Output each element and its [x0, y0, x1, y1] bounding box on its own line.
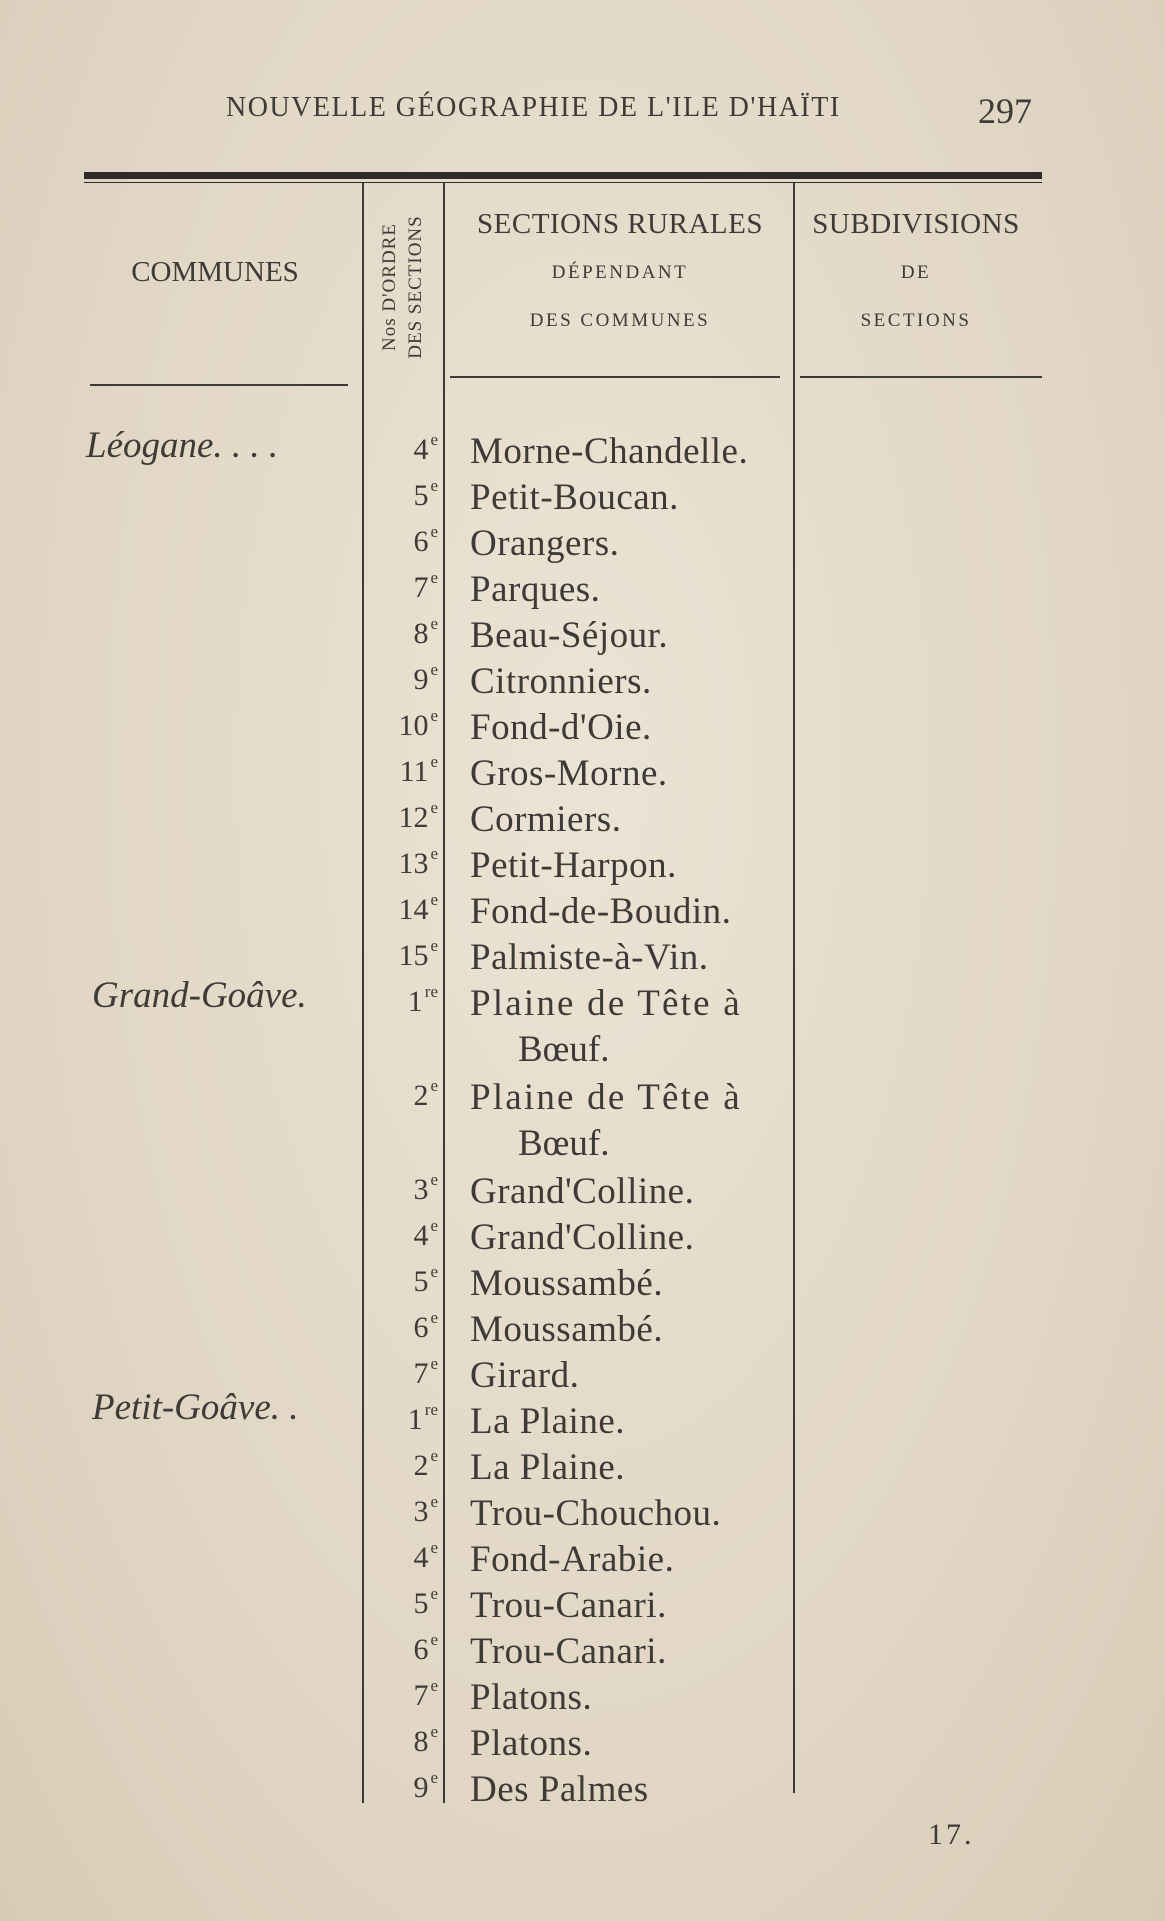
section-name: Girard.: [470, 1355, 580, 1396]
column-header-sections: [448, 208, 792, 337]
section-name: Fond-d'Oie.: [470, 707, 652, 748]
section-name: Trou-Canari.: [470, 1585, 667, 1626]
table-row: [0, 1308, 1165, 1354]
section-number: [372, 1538, 438, 1575]
section-name: Petit-Harpon.: [470, 845, 677, 886]
section-number-value: 1: [407, 985, 423, 1018]
section-number-suffix: e: [430, 430, 438, 449]
section-number-value: 7: [413, 1679, 429, 1712]
header-underline-communes: [90, 384, 348, 386]
section-number: [372, 1630, 438, 1667]
section-number-suffix: e: [430, 660, 438, 679]
section-number-suffix: e: [430, 1722, 438, 1741]
column-header-subdivisions: [792, 208, 1040, 337]
table-row: [0, 1170, 1165, 1216]
table-row: [0, 1076, 1165, 1122]
section-number-suffix: e: [430, 752, 438, 771]
table-row: [0, 706, 1165, 752]
section-number: [372, 706, 438, 743]
column-header-ordre: [362, 196, 444, 378]
section-name: Plaine de Tête à: [470, 1077, 742, 1118]
section-number: [372, 1722, 438, 1759]
section-number-value: 4: [413, 1219, 429, 1252]
table-row: [0, 1676, 1165, 1722]
section-name: Petit-Boucan.: [470, 477, 679, 518]
table-row: [0, 522, 1165, 568]
sections-header-line3: DES COMMUNES: [529, 310, 711, 331]
section-number: [372, 1216, 438, 1253]
section-name: Fond-Arabie.: [470, 1539, 675, 1580]
section-number-value: 4: [413, 1541, 429, 1574]
section-number-suffix: e: [430, 568, 438, 587]
commune-leogane: Léogane. . . .: [86, 425, 279, 466]
table-row: [0, 1354, 1165, 1400]
section-number-value: 9: [413, 1771, 429, 1804]
header-underline-sections: [450, 376, 780, 378]
section-number: [372, 660, 438, 697]
section-number-value: 1: [407, 1403, 423, 1436]
section-name-continuation: Bœuf.: [518, 1123, 610, 1164]
section-number: [372, 890, 438, 927]
table-row: [0, 1446, 1165, 1492]
ordre-header-line2: DES SECTIONS: [405, 215, 426, 359]
ordre-header-line1: Nos D'ORDRE: [379, 223, 400, 351]
section-number: [372, 844, 438, 881]
section-number-suffix: e: [430, 706, 438, 725]
section-number-suffix: e: [430, 522, 438, 541]
column-header-communes: COMMUNES: [131, 256, 299, 288]
table-row: [0, 568, 1165, 614]
section-name: Trou-Chouchou.: [470, 1493, 722, 1534]
table-row: [0, 1722, 1165, 1768]
header-underline-subdivisions: [800, 376, 1042, 378]
section-number-value: 10: [398, 709, 429, 742]
table-row: [0, 798, 1165, 844]
section-name: Beau-Séjour.: [470, 615, 669, 656]
section-name: Gros-Morne.: [470, 753, 668, 794]
section-number-suffix: e: [430, 798, 438, 817]
sections-header-line2: DÉPENDANT: [551, 262, 689, 283]
section-number: [372, 1400, 438, 1437]
section-number: [372, 568, 438, 605]
section-number-suffix: e: [430, 1492, 438, 1511]
section-name: Morne-Chandelle.: [470, 431, 749, 472]
section-name: Platons.: [470, 1723, 593, 1764]
table-row: [0, 1492, 1165, 1538]
section-number-suffix: e: [430, 1538, 438, 1557]
section-number: [372, 614, 438, 651]
section-number: [372, 1768, 438, 1805]
table-row: [0, 1768, 1165, 1814]
section-name: Palmiste-à-Vin.: [470, 937, 709, 978]
section-number: [372, 1170, 438, 1207]
section-number-suffix: re: [424, 1400, 438, 1419]
section-name: Moussambé.: [470, 1309, 664, 1350]
page-number: 297: [978, 91, 1032, 131]
table-row: [0, 476, 1165, 522]
section-name: Grand'Colline.: [470, 1217, 695, 1258]
section-number-value: 12: [398, 801, 429, 834]
section-number-suffix: e: [430, 1584, 438, 1603]
table-row: [0, 614, 1165, 660]
section-number: [372, 1584, 438, 1621]
page-header: [0, 92, 1165, 132]
section-number-value: 8: [413, 1725, 429, 1758]
section-number-suffix: e: [430, 844, 438, 863]
section-number-suffix: e: [430, 1354, 438, 1373]
section-number-suffix: e: [430, 936, 438, 955]
section-number-value: 13: [398, 847, 429, 880]
section-name: Fond-de-Boudin.: [470, 891, 732, 932]
section-number: [372, 1492, 438, 1529]
section-name: Des Palmes: [470, 1769, 649, 1810]
section-number: [372, 982, 438, 1019]
table-row-continuation: [0, 1028, 1165, 1074]
sections-header-title: SECTIONS RURALES: [477, 208, 763, 240]
section-number: [372, 1262, 438, 1299]
section-number: [372, 1308, 438, 1345]
section-number-value: 2: [413, 1079, 429, 1112]
section-number-value: 14: [398, 893, 429, 926]
section-number-value: 6: [413, 1633, 429, 1666]
section-number: [372, 1076, 438, 1113]
table-row: [0, 752, 1165, 798]
section-number-suffix: e: [430, 1170, 438, 1189]
table-row-continuation: [0, 1122, 1165, 1168]
section-number: [372, 430, 438, 467]
commune-grand-goave: Grand-Goâve.: [92, 975, 307, 1016]
running-title: NOUVELLE GÉOGRAPHIE DE L'ILE D'HAÏTI: [226, 92, 841, 123]
table-row: [0, 844, 1165, 890]
section-number-value: 7: [413, 1357, 429, 1390]
table-row: [0, 982, 1165, 1028]
section-name: La Plaine.: [470, 1447, 626, 1488]
subdivisions-header-line3: SECTIONS: [860, 310, 972, 331]
section-number-value: 5: [413, 1265, 429, 1298]
section-number: [372, 522, 438, 559]
section-number-value: 8: [413, 617, 429, 650]
section-number-value: 3: [413, 1495, 429, 1528]
commune-petit-goave: Petit-Goâve. .: [92, 1387, 299, 1428]
section-number-suffix: e: [430, 1630, 438, 1649]
table-row: [0, 1584, 1165, 1630]
section-number-suffix: e: [430, 890, 438, 909]
section-number-value: 6: [413, 525, 429, 558]
section-number-suffix: e: [430, 1446, 438, 1465]
table-row: [0, 1400, 1165, 1446]
section-number-value: 7: [413, 571, 429, 604]
table-row: [0, 1262, 1165, 1308]
table-row: [0, 660, 1165, 706]
section-number: [372, 936, 438, 973]
table-row: [0, 890, 1165, 936]
section-number-value: 2: [413, 1449, 429, 1482]
section-number-suffix: e: [430, 614, 438, 633]
section-name: Platons.: [470, 1677, 593, 1718]
top-rule-thin: [84, 182, 1042, 183]
section-number: [372, 1676, 438, 1713]
table-row: [0, 430, 1165, 476]
section-number-suffix: e: [430, 1262, 438, 1281]
section-number: [372, 476, 438, 513]
section-number: [372, 1354, 438, 1391]
section-number: [372, 752, 438, 789]
section-number-suffix: e: [430, 1308, 438, 1327]
section-name: Citronniers.: [470, 661, 652, 702]
section-number-suffix: e: [430, 1768, 438, 1787]
section-name: Moussambé.: [470, 1263, 664, 1304]
section-number-value: 3: [413, 1173, 429, 1206]
section-number-value: 11: [399, 755, 429, 788]
section-number-value: 15: [398, 939, 429, 972]
table-row: [0, 1216, 1165, 1262]
section-number-suffix: e: [430, 1676, 438, 1695]
section-name: Trou-Canari.: [470, 1631, 667, 1672]
top-rule: [84, 172, 1042, 179]
section-name: Grand'Colline.: [470, 1171, 695, 1212]
section-name: Cormiers.: [470, 799, 622, 840]
signature-mark: 17.: [928, 1818, 975, 1851]
section-number-value: 4: [413, 433, 429, 466]
section-number-value: 6: [413, 1311, 429, 1344]
table-row: [0, 1630, 1165, 1676]
subdivisions-header-line2: DE: [900, 262, 932, 283]
section-name: Plaine de Tête à: [470, 983, 742, 1024]
table-row: [0, 1538, 1165, 1584]
section-name-continuation: Bœuf.: [518, 1029, 610, 1070]
table-row: [0, 936, 1165, 982]
section-number-suffix: e: [430, 1216, 438, 1235]
section-number-suffix: re: [424, 982, 438, 1001]
section-name: Parques.: [470, 569, 601, 610]
section-number: [372, 798, 438, 835]
section-name: La Plaine.: [470, 1401, 626, 1442]
section-number-value: 5: [413, 479, 429, 512]
section-name: Orangers.: [470, 523, 620, 564]
subdivisions-header-title: SUBDIVISIONS: [812, 208, 1020, 240]
section-number-suffix: e: [430, 476, 438, 495]
section-number: [372, 1446, 438, 1483]
section-number-suffix: e: [430, 1076, 438, 1095]
section-number-value: 9: [413, 663, 429, 696]
section-number-value: 5: [413, 1587, 429, 1620]
